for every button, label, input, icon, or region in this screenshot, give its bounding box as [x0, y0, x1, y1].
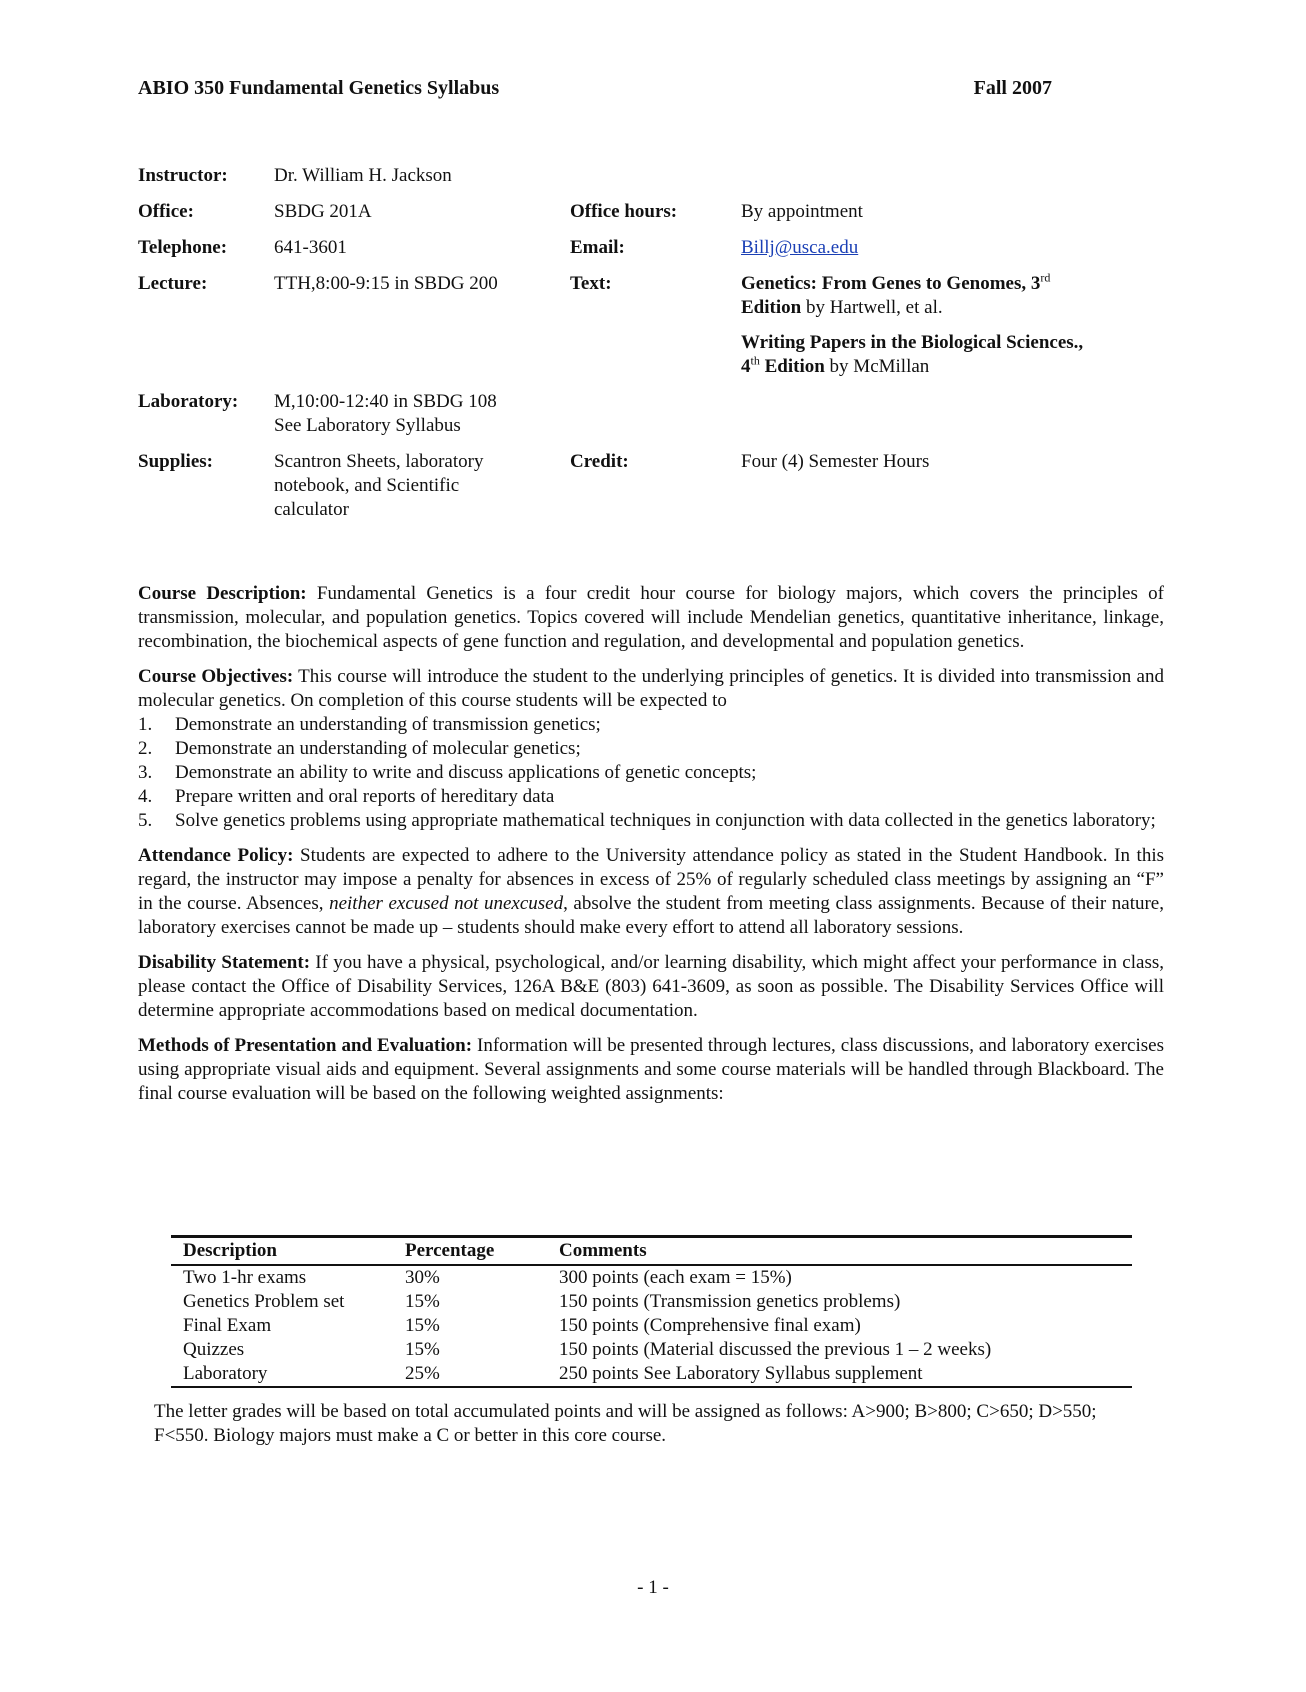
laboratory-label: Laboratory: — [138, 391, 239, 412]
email-link[interactable]: Billj@usca.edu — [741, 237, 859, 258]
objectives-list — [138, 713, 1164, 833]
laboratory-time: M,10:00-12:40 in SBDG 108 — [274, 391, 497, 412]
disability-statement — [138, 951, 1164, 1023]
table-cell: 15% — [405, 1315, 440, 1336]
course-title: ABIO 350 Fundamental Genetics Syllabus — [138, 77, 500, 99]
list-item-text: Demonstrate an ability to write and discuss applications of genetic concepts; — [175, 762, 757, 783]
course-description — [138, 582, 1164, 654]
list-item-number: 2. — [138, 738, 153, 759]
attendance-policy — [138, 844, 1164, 940]
table-cell: 150 points (Material discussed the previous 1 – 2 weeks) — [559, 1339, 992, 1360]
supplies-label: Supplies: — [138, 451, 213, 472]
table-cell: Quizzes — [183, 1339, 245, 1360]
course-description-text: Fundamental Genetics is a four credit hour course for biology majors, which covers the principles of transmission, molecular, and population genetics. Topics covered will include Mendelian genetics, quantitative inheritance, linkage, recombination, the biochemical aspects of gene function and regulation, and developmental and population genetics. — [138, 583, 1164, 652]
table-cell: 30% — [405, 1267, 440, 1288]
table-cell: 150 points (Comprehensive final exam) — [559, 1315, 861, 1336]
textbook-1-edition: Edition — [741, 297, 802, 318]
textbook-1 — [741, 272, 1151, 320]
grade-weights-table — [171, 1235, 1132, 1388]
attendance-policy-text-b: , absolve the student from meeting class assignments. Because of their nature, laboratory exercises cannot be made up – students should make every effort to attend all laboratory sessions. — [138, 893, 1164, 938]
table-cell: Laboratory — [171, 1362, 393, 1387]
course-info — [138, 164, 1138, 534]
list-item — [138, 737, 1164, 761]
office-value: SBDG 201A — [274, 201, 372, 222]
table-header-comments: Comments — [547, 1237, 1132, 1266]
instructor-row — [138, 164, 1138, 188]
course-description-title: Course Description: — [138, 583, 307, 604]
table-cell: 250 points See Laboratory Syllabus supplement — [547, 1362, 1132, 1387]
textbook-2-title: Writing Papers in the Biological Sciences., — [741, 332, 1084, 353]
textbook-2 — [741, 331, 1151, 379]
laboratory-value — [274, 390, 574, 438]
textbook-1-sup: rd — [1040, 270, 1051, 285]
course-objectives-text: This course will introduce the student to the underlying principles of genetics. It is divided into transmission and molecular genetics. On completion of this course students will be expected to — [138, 666, 1164, 711]
credit-label: Credit: — [570, 451, 629, 472]
list-item — [138, 713, 1164, 737]
table-cell: 15% — [405, 1339, 440, 1360]
table-row — [171, 1314, 1132, 1338]
list-item — [138, 761, 1164, 785]
list-item — [138, 785, 1164, 809]
textbook-2-sup: th — [750, 353, 760, 368]
syllabus-body — [138, 582, 1164, 1117]
table-row — [171, 1265, 1132, 1290]
instructor-label: Instructor: — [138, 165, 228, 186]
attendance-policy-text-a: Students are expected to adhere to the University attendance policy as stated in the Student Handbook. In this regard, the instructor may impose a penalty for absences in excess of 25% of regularly scheduled class meetings by assigning an “F” in the course. Absences, — [138, 845, 1164, 914]
textbook-2-author: by McMillan — [824, 356, 930, 377]
office-hours-label: Office hours: — [570, 201, 678, 222]
table-cell: Genetics Problem set — [183, 1291, 345, 1312]
telephone-value: 641-3601 — [274, 237, 347, 258]
page-number: - 1 - — [637, 1577, 669, 1598]
table-cell: 300 points (each exam = 15%) — [559, 1267, 792, 1288]
telephone-label: Telephone: — [138, 237, 228, 258]
disability-statement-text: If you have a physical, psychological, and/or learning disability, which might affect your performance in class, please contact the Office of Disability Services, 126A B&E (803) 641-3609, as soon as possible. The Disability Services Office will determine appropriate accommodations based on medical documentation. — [138, 952, 1164, 1021]
list-item-text: Solve genetics problems using appropriate mathematical techniques in conjunction with data collected in the genetics laboratory; — [175, 810, 1156, 831]
table-header-description: Description — [171, 1237, 393, 1266]
email-label: Email: — [570, 237, 625, 258]
course-objectives — [138, 665, 1164, 713]
credit-value: Four (4) Semester Hours — [741, 451, 930, 472]
laboratory-row — [138, 390, 1138, 438]
table-cell: Final Exam — [183, 1315, 272, 1336]
table-row — [171, 1290, 1132, 1314]
list-item-number: 5. — [138, 810, 153, 831]
office-row — [138, 200, 1138, 224]
list-item-text: Demonstrate an understanding of molecular genetics; — [175, 738, 581, 759]
list-item-number: 4. — [138, 786, 153, 807]
textbook-1-author: by Hartwell, et al. — [801, 297, 943, 318]
office-hours-value: By appointment — [741, 201, 863, 222]
list-item-text: Prepare written and oral reports of hereditary data — [175, 786, 555, 807]
list-item — [138, 809, 1164, 833]
supplies-row — [138, 450, 1138, 522]
lecture-label: Lecture: — [138, 273, 208, 294]
textbook-2-edition: Edition — [759, 356, 825, 377]
textbook-1-title: Genetics: From Genes to Genomes, 3 — [741, 273, 1041, 294]
table-cell: Two 1-hr exams — [183, 1267, 307, 1288]
telephone-row — [138, 236, 1138, 260]
lecture-value: TTH,8:00-9:15 in SBDG 200 — [274, 273, 498, 294]
text-label: Text: — [570, 273, 612, 294]
lecture-row — [138, 272, 1138, 378]
list-item-text: Demonstrate an understanding of transmission genetics; — [175, 714, 601, 735]
disability-statement-title: Disability Statement: — [138, 952, 311, 973]
table-cell: 15% — [405, 1291, 440, 1312]
table-cell: 25% — [393, 1362, 547, 1387]
table-header-row — [171, 1237, 1132, 1266]
methods-title: Methods of Presentation and Evaluation: — [138, 1035, 473, 1056]
table-header-percentage: Percentage — [393, 1237, 547, 1266]
table-cell: 150 points (Transmission genetics problems) — [559, 1291, 901, 1312]
attendance-policy-italic: neither excused not unexcused — [329, 893, 564, 914]
grading-note: The letter grades will be based on total accumulated points and will be assigned as follows: A>900; B>800; C>650; D>550; F<550. Biology majors must make a C or better in this core course. — [154, 1401, 1097, 1446]
supplies-value: Scantron Sheets, laboratory notebook, and Scientific calculator — [274, 451, 484, 520]
laboratory-note: See Laboratory Syllabus — [274, 415, 461, 436]
table-row — [171, 1362, 1132, 1387]
textbooks — [741, 272, 1151, 379]
attendance-policy-title: Attendance Policy: — [138, 845, 294, 866]
list-item-number: 3. — [138, 762, 153, 783]
instructor-value: Dr. William H. Jackson — [274, 165, 452, 186]
course-objectives-title: Course Objectives: — [138, 666, 294, 687]
textbook-2-num: 4 — [741, 356, 751, 377]
methods-text: Information will be presented through lectures, class discussions, and laboratory exercises using appropriate visual aids and equipment. Several assignments and some course materials will be handled through Blackboard. The final course evaluation will be based on the following weighted assignments: — [138, 1035, 1164, 1104]
methods-section — [138, 1034, 1164, 1106]
list-item-number: 1. — [138, 714, 153, 735]
office-label: Office: — [138, 201, 194, 222]
table-row — [171, 1338, 1132, 1362]
term: Fall 2007 — [973, 77, 1052, 99]
